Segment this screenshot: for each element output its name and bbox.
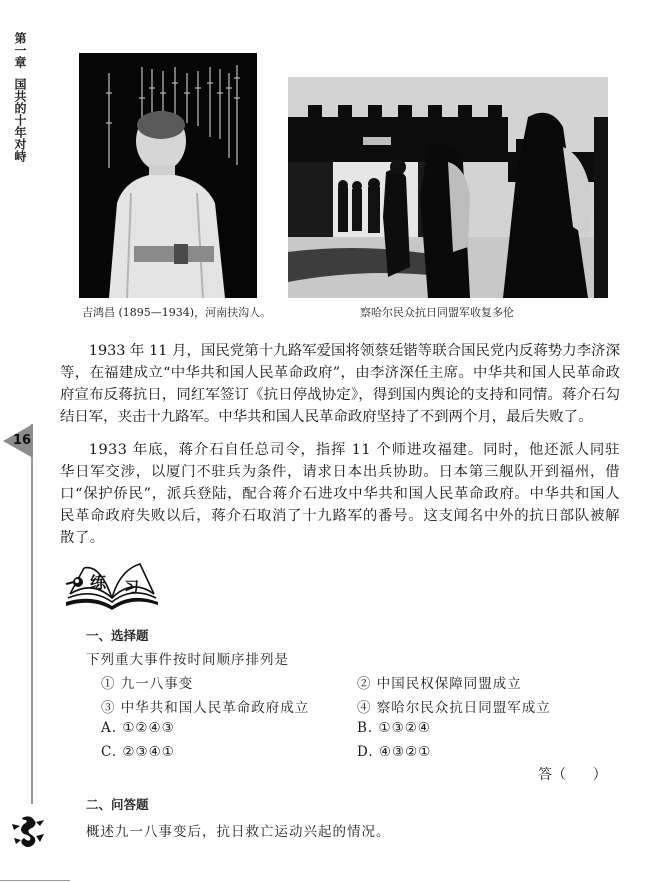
page-number-flag bbox=[3, 424, 33, 458]
paragraph-fujian-government: 1933 年 11 月，国民党第十九路军爱国将领蔡廷锴等联合国民党内反蒋势力李济深等，在福建成立“中华共和国人民革命政府”，由李济深任主席。中华共和国人民革命政府宣布反蒋抗日，同红军签订《抗日停战协定》，得到国内舆论的支持和同情。蒋介石勾结日军，夹击十九路军。中华共和国人民革命政府坚持了不到两个月，最后失败了。 bbox=[60, 343, 620, 425]
photo-caption-1: 吉鸿昌 (1895—1934)，河南扶沟人。 bbox=[82, 306, 272, 319]
portrait-image bbox=[79, 53, 257, 298]
photo-ji-hongchang bbox=[79, 53, 257, 298]
choice-d: D. ④③②① bbox=[357, 744, 432, 760]
section-short-answer-heading: 二、问答题 bbox=[86, 797, 149, 812]
choice-c: C. ②③④① bbox=[101, 744, 175, 760]
answer-blank: 答（ ） bbox=[538, 767, 607, 783]
event-item-3: ③ 中华共和国人民革命政府成立 bbox=[101, 700, 310, 716]
chapter-number: 第一章 bbox=[13, 32, 27, 68]
page-number: 16 bbox=[13, 433, 32, 448]
event-item-4: ④ 察哈尔民众抗日同盟军成立 bbox=[357, 700, 551, 716]
side-divider-line bbox=[31, 424, 33, 804]
bottom-rule bbox=[0, 880, 70, 881]
paragraph-fujian-defeat: 1933 年底，蒋介石自任总司令，指挥 11 个师进攻福建。同时，他还派人同驻华日军交涉，以厦门不驻兵为条件，请求日本出兵协助。日本第三舰队开到福州，借口“保护侨民”，派兵登陆，配合蒋介石进攻中华共和国人民革命政府。中华共和国人民革命政府失败以后，蒋介石取消了十九路军的番号。这支闻名中外的抗日部队被解散了。 bbox=[60, 442, 620, 546]
open-book-icon bbox=[62, 558, 162, 610]
event-item-1: ① 九一八事变 bbox=[101, 676, 194, 692]
photo-duolun-recovery bbox=[288, 77, 608, 298]
section-multiple-choice-heading: 一、选择题 bbox=[86, 628, 149, 643]
question-2-stem: 概述九一八事变后，抗日救亡运动兴起的情况。 bbox=[86, 824, 391, 840]
chapter-side-label bbox=[4, 32, 26, 162]
photo-caption-2: 察哈尔民众抗日同盟军收复多伦 bbox=[360, 306, 514, 319]
logo-char-1: 练 bbox=[90, 573, 107, 592]
choice-b: B. ①③②④ bbox=[357, 720, 431, 736]
chapter-title: 国共的十年对峙 bbox=[13, 78, 27, 162]
logo-char-2: 习 bbox=[124, 578, 140, 596]
event-item-2: ② 中国民权保障同盟成立 bbox=[357, 676, 522, 692]
choice-a: A. ①②④③ bbox=[101, 720, 175, 736]
dragon-ornament-icon bbox=[8, 812, 48, 852]
question-1-stem: 下列重大事件按时间顺序排列是 bbox=[86, 652, 289, 668]
exercise-book-logo bbox=[62, 558, 162, 610]
city-gate-image bbox=[288, 77, 608, 298]
